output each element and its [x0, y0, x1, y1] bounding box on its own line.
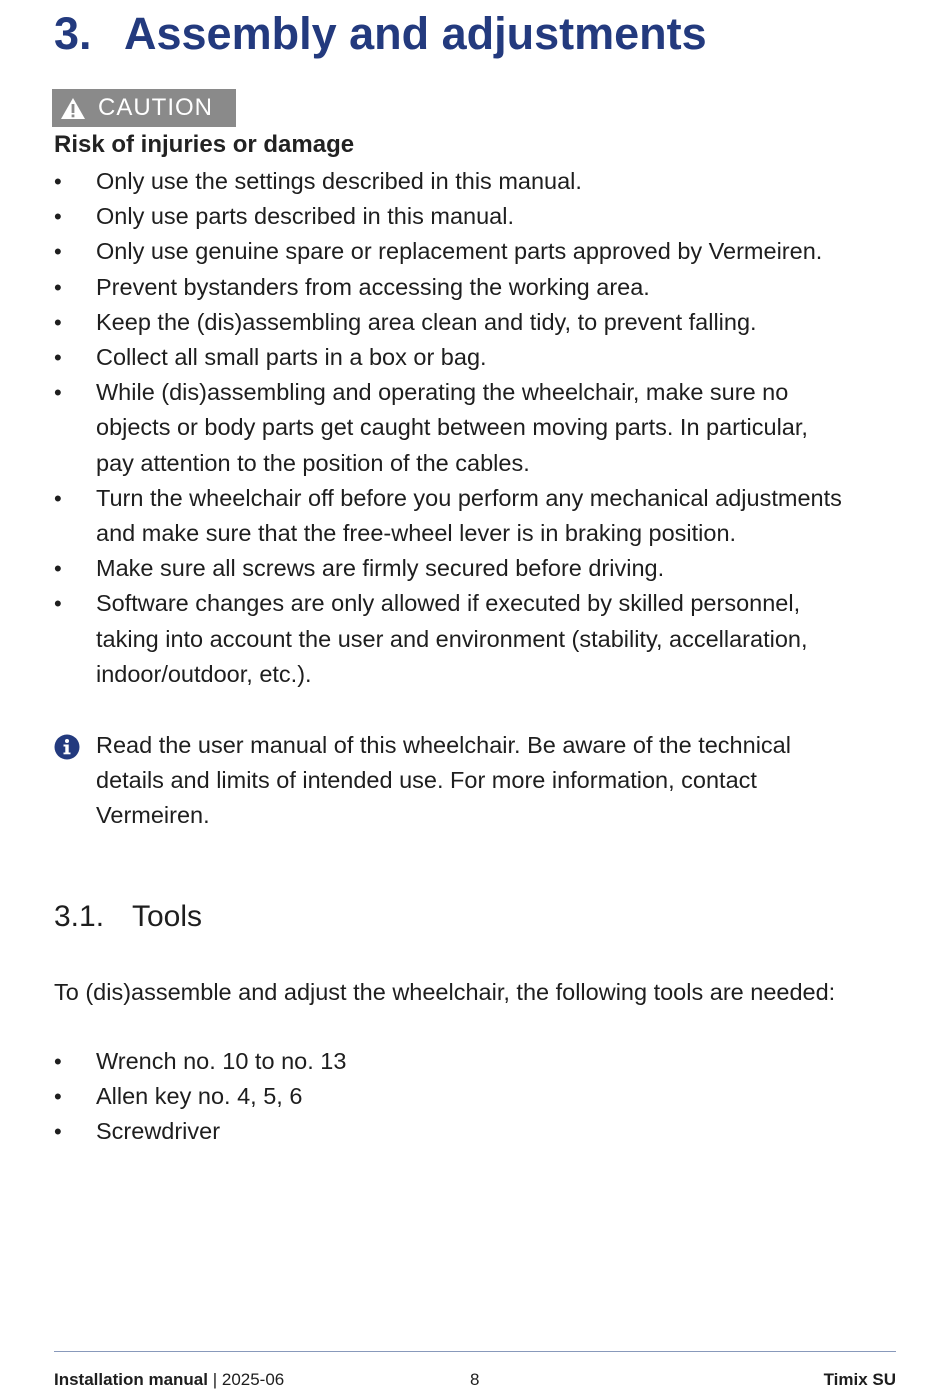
info-line: details and limits of intended use. For more information, contact — [96, 767, 757, 794]
list-item-line: Only use the settings described in this manual. — [96, 168, 582, 194]
section-heading — [54, 8, 707, 60]
list-item-line: Wrench no. 10 to no. 13 — [96, 1048, 347, 1074]
list-item — [54, 1079, 346, 1114]
list-item-line: objects or body parts get caught between moving parts. In particular, — [96, 414, 808, 441]
list-item-line: Allen key no. 4, 5, 6 — [96, 1083, 303, 1110]
list-item — [54, 586, 842, 692]
bullet-icon: • — [54, 1084, 62, 1110]
list-item — [54, 234, 842, 269]
bullet-icon: • — [54, 274, 62, 300]
caution-list — [54, 164, 842, 692]
footer-product: Timix SU — [823, 1370, 896, 1389]
section-number: 3. — [54, 8, 92, 59]
list-item-line: and make sure that the free-wheel lever is in braking position. — [96, 520, 737, 547]
bullet-icon: • — [54, 1049, 62, 1074]
bullet-icon: • — [54, 239, 62, 265]
list-item — [54, 375, 842, 481]
bullet-icon: • — [54, 591, 62, 617]
footer-left — [54, 1370, 284, 1390]
list-item-line: Screwdriver — [96, 1118, 221, 1145]
subsection-title: Tools — [132, 900, 203, 933]
tools-list — [54, 1044, 346, 1150]
list-item — [54, 1114, 346, 1149]
info-icon — [54, 734, 80, 760]
footer-page-number: 8 — [470, 1370, 480, 1389]
caution-label-box — [52, 89, 236, 127]
list-item-line: taking into account the user and environment (stability, accellaration, — [96, 625, 808, 652]
list-item-line: Prevent bystanders from accessing the working area. — [96, 273, 650, 300]
list-item-line: Turn the wheelchair off before you perform any mechanical adjustments — [96, 484, 842, 511]
info-text — [54, 728, 896, 834]
list-item-line: While (dis)assembling and operating the wheelchair, make sure no — [96, 379, 789, 406]
list-item-line: Only use genuine spare or replacement parts approved by Vermeiren. — [96, 238, 823, 265]
bullet-icon: • — [54, 380, 62, 406]
subsection-heading — [54, 900, 202, 934]
footer-separator: | — [207, 1370, 222, 1389]
info-line: Read the user manual of this wheelchair. Be aware of the technical — [96, 732, 791, 758]
tools-intro: To (dis)assemble and adjust the wheelchair, the following tools are needed: — [54, 979, 836, 1005]
list-item — [54, 551, 842, 586]
bullet-icon: • — [54, 169, 62, 194]
warning-triangle-icon — [60, 97, 86, 120]
list-item-line: pay attention to the position of the cables. — [96, 449, 530, 476]
list-item — [54, 305, 842, 340]
caution-label: CAUTION — [98, 94, 213, 121]
list-item — [54, 199, 842, 234]
info-line: Vermeiren. — [96, 802, 210, 829]
list-item-line: Make sure all screws are firmly secured before driving. — [96, 555, 665, 582]
list-item-line: Only use parts described in this manual. — [96, 203, 514, 230]
list-item-line: Software changes are only allowed if executed by skilled personnel, — [96, 590, 801, 617]
list-item-line: indoor/outdoor, etc.). — [96, 660, 312, 687]
bullet-icon: • — [54, 204, 62, 230]
list-item — [54, 164, 842, 199]
list-item — [54, 270, 842, 305]
list-item — [54, 481, 842, 551]
bullet-icon: • — [54, 309, 62, 335]
footer-doc-type: Installation manual — [54, 1370, 208, 1389]
list-item-line: Keep the (dis)assembling area clean and tidy, to prevent falling. — [96, 308, 757, 335]
bullet-icon: • — [54, 1119, 62, 1145]
bullet-icon: • — [54, 485, 62, 511]
list-item — [54, 340, 842, 375]
list-item — [54, 1044, 346, 1079]
info-note — [54, 728, 896, 834]
subsection-number: 3.1. — [54, 900, 105, 933]
bullet-icon: • — [54, 556, 62, 582]
caution-heading: Risk of injuries or damage — [54, 131, 355, 158]
footer-divider — [54, 1351, 896, 1352]
bullet-icon: • — [54, 345, 62, 371]
section-title: Assembly and adjustments — [124, 8, 707, 59]
list-item-line: Collect all small parts in a box or bag. — [96, 344, 487, 371]
footer-date: 2025-06 — [221, 1370, 285, 1389]
